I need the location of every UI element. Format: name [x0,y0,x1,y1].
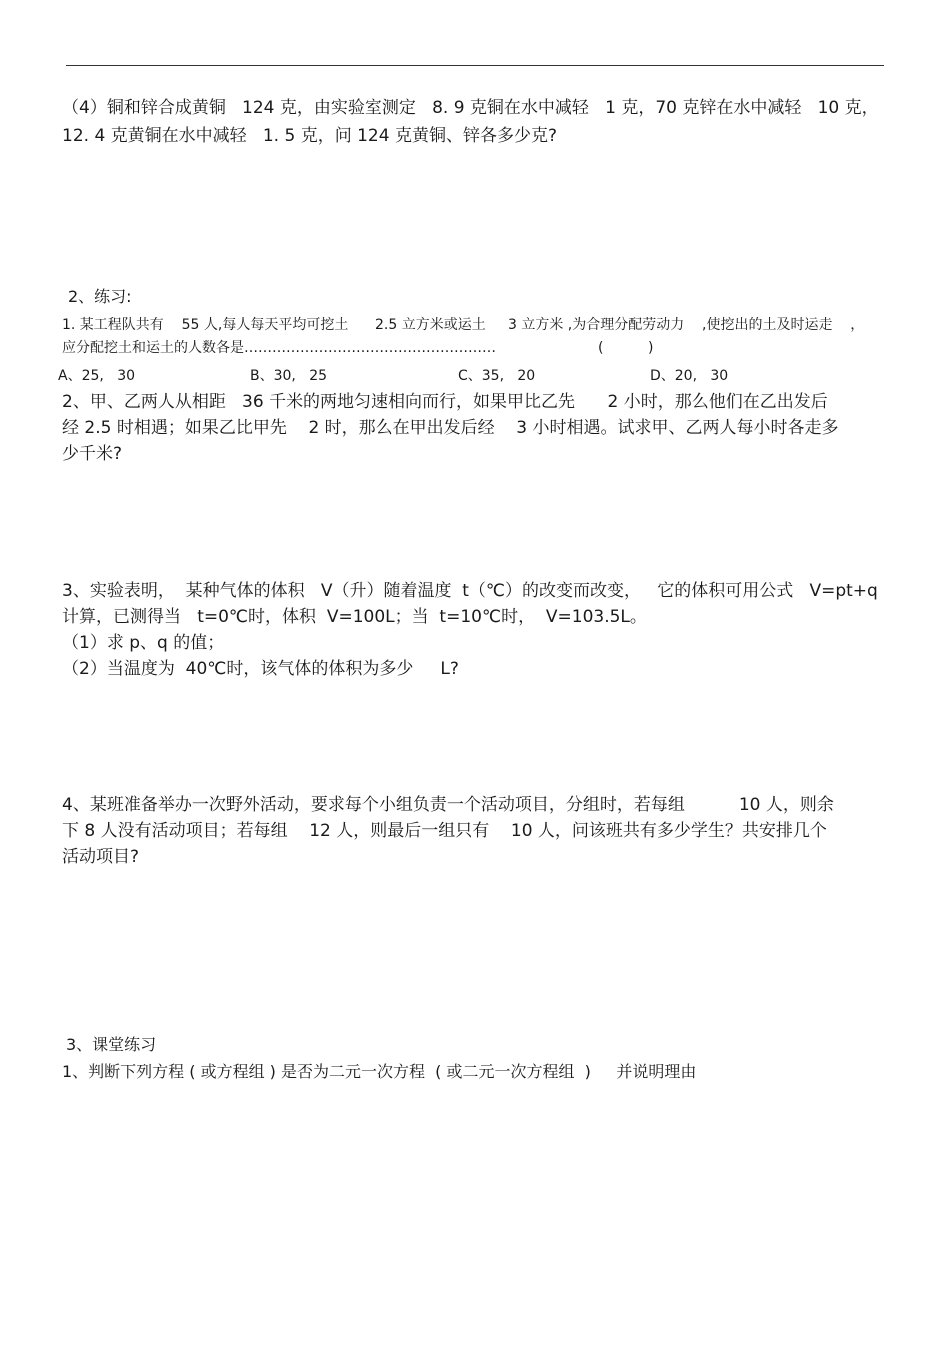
practice-heading: 2、练习: [68,287,132,306]
classroom-heading: 3、课堂练习 [66,1035,157,1054]
practice-q1-line-2: 应分配挖土和运土的人数各是……………………………………………… [62,340,496,356]
option-a: A、25, 30 [58,368,136,384]
classroom-q1: 1、判断下列方程 ( 或方程组 ) 是否为二元一次方程 ( 或二元一次方程组 ) 并说明理由 [62,1062,697,1081]
practice-q3-sub-1: （1）求 p、q 的值； [62,633,225,653]
problem-4-line-1: （4）铜和锌合成黄铜 124 克，由实验室测定 8. 9 克铜在水中减轻 1 克，70 克锌在水中减轻 10 克， [62,98,879,118]
practice-q4-line-3: 活动项目? [62,847,140,867]
option-b: B、30, 25 [250,368,328,384]
practice-q4-line-2: 下 8 人没有活动项目；若每组 12 人，则最后一组只有 10 人，问该班共有多少学生？共安排几个 [62,821,827,841]
practice-q2-line-2: 经 2.5 时相遇；如果乙比甲先 2 时，那么在甲出发后经 3 小时相遇。试求甲、乙两人每小时各走多 [62,418,839,438]
practice-q2-line-3: 少千米? [62,444,123,464]
practice-q4-line-1: 4、某班准备举办一次野外活动，要求每个小组负责一个活动项目，分组时，若每组 10 人，则余 [62,795,834,815]
option-d: D、20, 30 [650,368,729,384]
practice-q3-line-1: 3、实验表明， 某种气体的体积 V（升）随着温度 t（℃）的改变而改变， 它的体积可用公式 V=pt+q [62,581,878,601]
practice-q1-line-1: 1. 某工程队共有 55 人,每人每天平均可挖土 2.5 立方米或运土 3 立方米 ,为合理分配劳动力 ,使挖出的土及时运走 ， [62,317,865,333]
practice-q3-sub-2: （2）当温度为 40℃时，该气体的体积为多少 L? [62,659,459,679]
practice-q3-line-2: 计算，已测得当 t=0℃时，体积 V=100L；当 t=10℃时， V=103.5L。 [62,607,647,627]
answer-bracket: ( ) [598,340,654,356]
problem-4-line-2: 12. 4 克黄铜在水中减轻 1. 5 克，问 124 克黄铜、锌各多少克? [62,126,557,146]
header-rule [66,65,884,66]
practice-q2-line-1: 2、甲、乙两人从相距 36 千米的两地匀速相向而行，如果甲比乙先 2 小时，那么他们在乙出发后 [62,392,828,412]
option-c: C、35, 20 [458,368,536,384]
